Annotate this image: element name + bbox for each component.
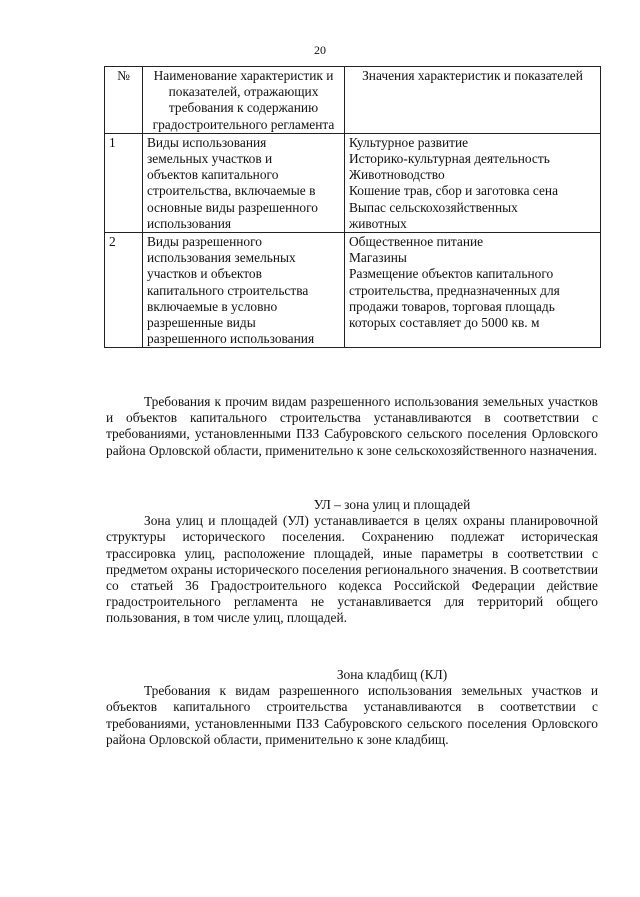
page-number: 20 — [314, 43, 326, 57]
row-1-name — [143, 133, 345, 232]
row-1-name-line: Виды использования — [147, 134, 267, 150]
other-requirements-paragraph: Требования к прочим видам разрешенного использования земельных участков и объектов капитального строительства устанавливаются в соответствии с требованиями, установленными ПЗЗ Сабуровского сельского поселения Орловского района Орловской области, применительно к зоне сельскохозяйственного назначения. — [106, 394, 598, 458]
row-1-name-line: основные виды разрешенного — [147, 199, 318, 215]
row-2-value-line: Размещение объектов капитального — [349, 266, 554, 282]
row-1-value-line: Кошение трав, сбор и заготовка сена — [349, 183, 559, 199]
header-value: Значения характеристик и показателей — [345, 67, 601, 134]
row-2-name-line: включаемые в условно — [147, 298, 278, 314]
row-2-name-line: использования земельных — [147, 250, 296, 266]
row-1-value-line: Выпас сельскохозяйственных — [349, 199, 518, 215]
row-2-value-line: Общественное питание — [349, 234, 484, 250]
ul-zone-section — [106, 497, 598, 627]
row-1-number: 1 — [105, 133, 143, 232]
row-2-number: 2 — [105, 233, 143, 348]
row-2-name-line: Виды разрешенного — [147, 234, 262, 250]
row-2-value — [345, 233, 601, 348]
row-2-name — [143, 233, 345, 348]
row-2-value-line: Магазины — [349, 250, 407, 266]
row-1-name-line: строительства, включаемые в — [147, 183, 316, 199]
row-1-name-line: использования — [147, 215, 232, 231]
table-row — [105, 233, 601, 348]
kl-zone-heading: Зона кладбищ (КЛ) — [336, 667, 448, 682]
row-1-value-line: Культурное развитие — [349, 134, 469, 150]
kl-zone-section — [106, 667, 598, 748]
row-2-name-line: капитального строительства — [147, 282, 309, 298]
row-2-value-line: продажи товаров, торговая площадь — [349, 298, 555, 314]
ul-zone-paragraph: Зона улиц и площадей (УЛ) устанавливается в целях охраны планировочной структуры исторического поселения. Сохранению подлежат историческая трассировка улиц, расположение площадей, иные параметры в соответствии с предметом охраны исторического поселения регионального значения. В соответствии со статьей 36 Градостроительного кодекса Российской Федерации действие градостроительного регламента не устанавливается для территорий общего пользования, в том числе улиц, площадей. — [106, 513, 598, 626]
regulation-table — [104, 66, 601, 348]
row-2-value-line: которых составляет до 5000 кв. м — [349, 315, 540, 331]
header-number: № — [105, 67, 143, 134]
row-1-value-line: Историко-культурная деятельность — [349, 151, 550, 167]
row-1-name-line: земельных участков и — [147, 151, 273, 167]
row-2-name-line: участков и объектов — [147, 266, 262, 282]
kl-zone-paragraph: Требования к видам разрешенного использования земельных участков и объектов капитального строительства устанавливаются в соответствии с требованиями, установленными ПЗЗ Сабуровского сельского поселения Орловского района Орловской области, применительно к зоне кладбищ. — [106, 683, 598, 747]
row-2-value-line: строительства, предназначенных для — [349, 282, 560, 298]
header-name: Наименование характеристик и показателей, отражающих требования к содержанию градостроительного регламента — [143, 67, 345, 134]
row-1-value — [345, 133, 601, 232]
table-header-row — [105, 67, 601, 134]
row-1-value-line: животных — [349, 215, 407, 231]
other-requirements-block — [106, 394, 598, 459]
table-row — [105, 133, 601, 232]
row-2-name-line: разрешенные виды — [147, 315, 256, 331]
row-1-value-line: Животноводство — [349, 167, 445, 183]
row-2-name-line: разрешенного использования — [147, 331, 315, 347]
row-1-name-line: объектов капитального — [147, 167, 279, 183]
ul-zone-heading: УЛ – зона улиц и площадей — [313, 497, 471, 512]
